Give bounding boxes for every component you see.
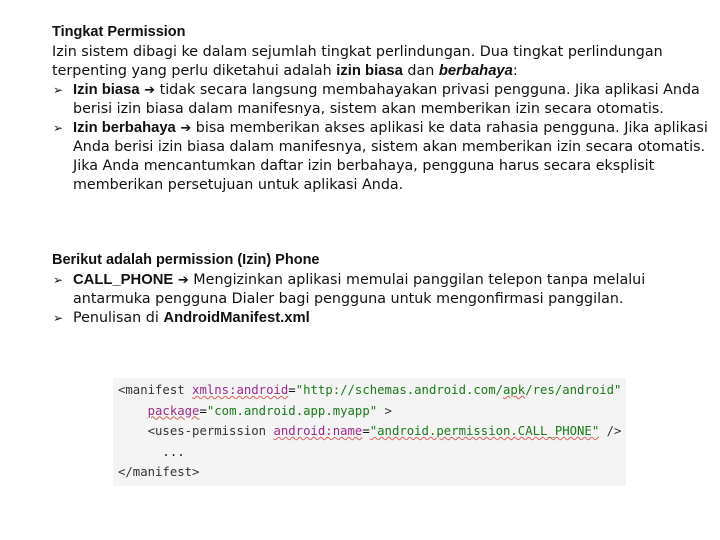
section-title: Tingkat Permission bbox=[52, 24, 186, 40]
bullet-arrow-icon: ➢ bbox=[53, 311, 64, 325]
list-item-text: Penulisan di bbox=[73, 310, 164, 326]
list-item-term: Izin berbahaya bbox=[73, 120, 176, 136]
bullet-arrow-icon: ➢ bbox=[53, 83, 64, 97]
list-item-term: CALL_PHONE bbox=[73, 272, 174, 288]
list-item-text: Mengizinkan aplikasi memulai panggilan telepon tanpa melalui antarmuka pengguna Dialer bagi pengguna untuk mengonfirmasi panggilan. bbox=[73, 272, 646, 307]
section-phone-permission bbox=[52, 250, 712, 328]
section-tingkat-permission bbox=[52, 22, 712, 195]
list-item bbox=[52, 309, 712, 328]
list-item bbox=[52, 271, 712, 309]
list-item-text: tidak secara langsung membahayakan privasi pengguna. Jika aplikasi Anda berisi izin biasa dalam manifesnya, sistem akan memberikan izin secara otomatis. bbox=[73, 82, 700, 117]
section-title: Berikut adalah permission (Izin) Phone bbox=[52, 252, 320, 268]
code-snippet bbox=[113, 378, 626, 486]
term-izin-biasa: izin biasa bbox=[336, 63, 403, 79]
code-line: <manifest xmlns:android="http://schemas.android.com/apk/res/android" bbox=[118, 383, 622, 397]
list-item bbox=[52, 81, 712, 119]
right-arrow-icon: ➔ bbox=[177, 273, 189, 288]
code-line: <uses-permission android:name="android.permission.CALL_PHONE" /> bbox=[147, 424, 622, 439]
list-item-term: Izin biasa bbox=[73, 82, 140, 98]
code-line: </manifest> bbox=[118, 465, 200, 480]
code-line: ... bbox=[162, 444, 185, 459]
intro-paragraph: Izin sistem dibagi ke dalam sejumlah tingkat perlindungan. Dua tingkat perlindungan terpenting yang perlu diketahui adalah izin biasa dan berbahaya: bbox=[52, 44, 663, 79]
list-item bbox=[52, 119, 712, 195]
bullet-arrow-icon: ➢ bbox=[53, 121, 64, 135]
code-line: package="com.android.app.myapp" > bbox=[147, 403, 392, 418]
bullet-arrow-icon: ➢ bbox=[53, 273, 64, 287]
list-item-text: bisa memberikan akses aplikasi ke data rahasia pengguna. Jika aplikasi Anda berisi izin biasa dalam manifesnya, sistem akan memberikan izin secara otomatis. Jika Anda mencantumkan daftar izin berbahaya, pengguna harus secara eksplisit memberikan persetujuan untuk aplikasi Anda. bbox=[73, 120, 708, 193]
term-berbahaya: berbahaya bbox=[438, 63, 513, 79]
right-arrow-icon: ➔ bbox=[180, 121, 192, 136]
right-arrow-icon: ➔ bbox=[144, 83, 156, 98]
list-item-term: AndroidManifest.xml bbox=[163, 310, 310, 326]
